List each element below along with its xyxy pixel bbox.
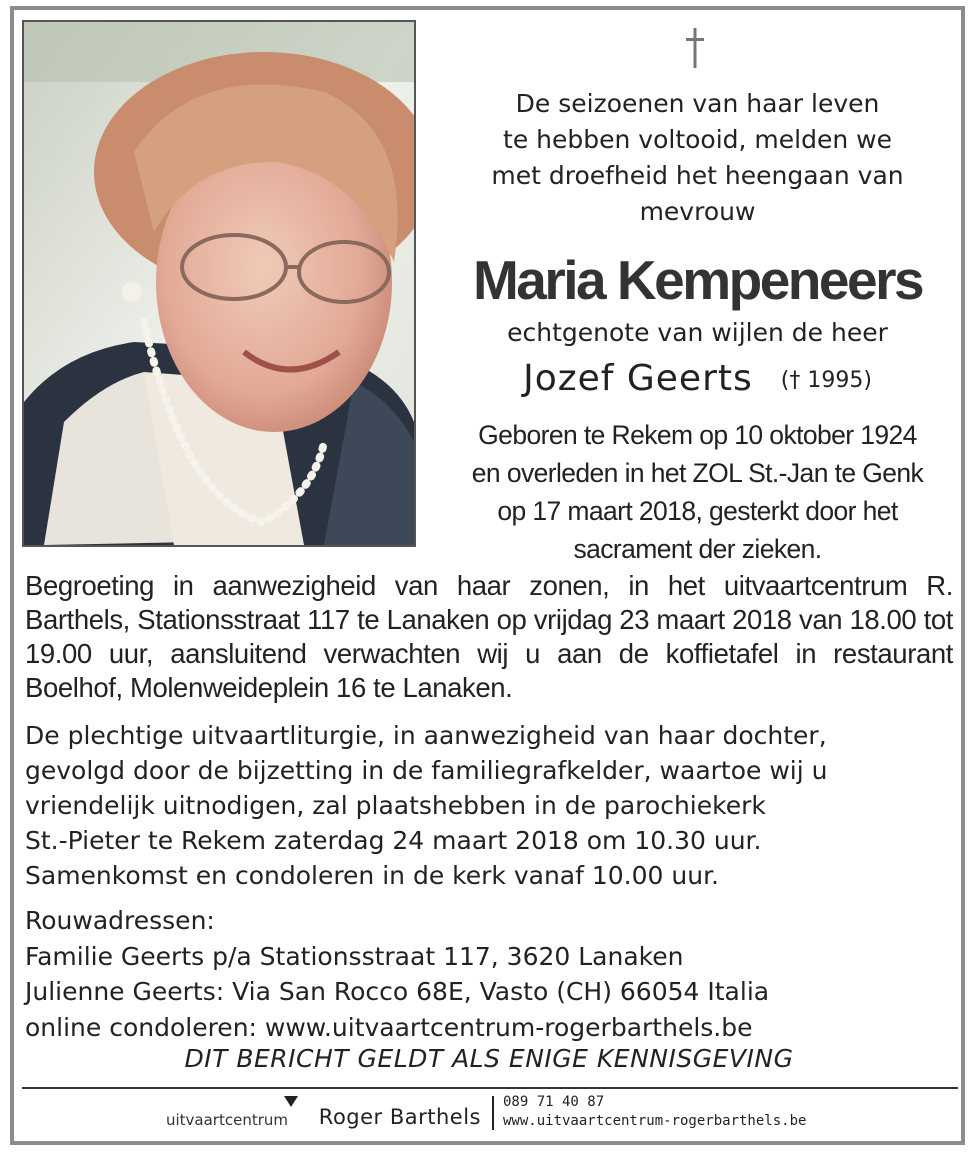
liturgy-line: De plechtige uitvaartliturgie, in aanwezigheid van haar dochter,	[25, 721, 827, 750]
triangle-down-icon	[284, 1096, 298, 1107]
footer-divider	[22, 1087, 958, 1089]
intro-line: mevrouw	[639, 197, 756, 226]
phone-number: 089 71 40 87	[503, 1094, 605, 1110]
intro-line: met droefheid het heengaan van	[491, 161, 904, 190]
liturgy-paragraph	[25, 718, 953, 893]
mourning-addresses	[25, 903, 953, 1045]
birth-line: Geboren te Rekem op 10 oktober 1924	[478, 420, 917, 450]
address-line: Julienne Geerts: Via San Rocco 68E, Vasto (CH) 66054 Italia	[25, 977, 770, 1006]
intro-line: te hebben voltooid, melden we	[503, 125, 892, 154]
announcement-intro	[440, 86, 955, 230]
portrait-photo	[22, 20, 416, 547]
funeral-home-brand	[140, 1100, 485, 1140]
birth-line: op 17 maart 2018, gesterkt door het	[497, 496, 898, 526]
liturgy-line: vriendelijk uitnodigen, zal plaatshebben in de parochiekerk	[25, 791, 766, 820]
spouse-name: Jozef Geerts	[523, 358, 753, 399]
deceased-name: Maria Kempeneers	[472, 249, 923, 311]
birth-line: sacrament der zieken.	[573, 534, 822, 564]
cross-icon	[682, 26, 708, 70]
funeral-home-contact	[503, 1093, 806, 1131]
liturgy-line: gevolgd door de bijzetting in de familiegrafkelder, waartoe wij u	[25, 756, 828, 785]
intro-line: De seizoenen van haar leven	[515, 89, 880, 118]
condolence-line: online condoleren: www.uitvaartcentrum-rogerbarthels.be	[25, 1012, 753, 1042]
greeting-paragraph: Begroeting in aanwezigheid van haar zonen, in het uitvaartcentrum R. Barthels, Stationsstraat 117 te Lanaken op vrijdag 23 maart 2018 van 18.00 tot 19.00 uur, aansluitend verwachten wij u aan de koffietafel in restaurant Boelhof, Molenweideplein 16 te Lanaken.	[25, 570, 953, 703]
spouse-death-year: († 1995)	[780, 368, 872, 393]
liturgy-line: Samenkomst en condoleren in de kerk vanaf 10.00 uur.	[25, 861, 719, 890]
birth-death-details	[440, 416, 955, 568]
footer-vertical-divider	[492, 1096, 494, 1130]
sole-notice: DIT BERICHT GELDT ALS ENIGE KENNISGEVING	[184, 1044, 794, 1073]
spouse-intro: echtgenote van wijlen de heer	[507, 318, 888, 347]
addresses-heading: Rouwadressen:	[25, 906, 215, 935]
brand-prefix: uitvaartcentrum	[165, 1111, 288, 1129]
liturgy-line: St.-Pieter te Rekem zaterdag 24 maart 2018 om 10.30 uur.	[25, 826, 762, 855]
birth-line: en overleden in het ZOL St.-Jan te Genk	[471, 458, 924, 488]
website-link[interactable]: www.uitvaartcentrum-rogerbarthels.be	[503, 1113, 807, 1129]
address-line: Familie Geerts p/a Stationsstraat 117, 3620 Lanaken	[25, 941, 684, 971]
spouse-line	[440, 358, 955, 399]
brand-name: Roger Barthels	[318, 1105, 481, 1129]
